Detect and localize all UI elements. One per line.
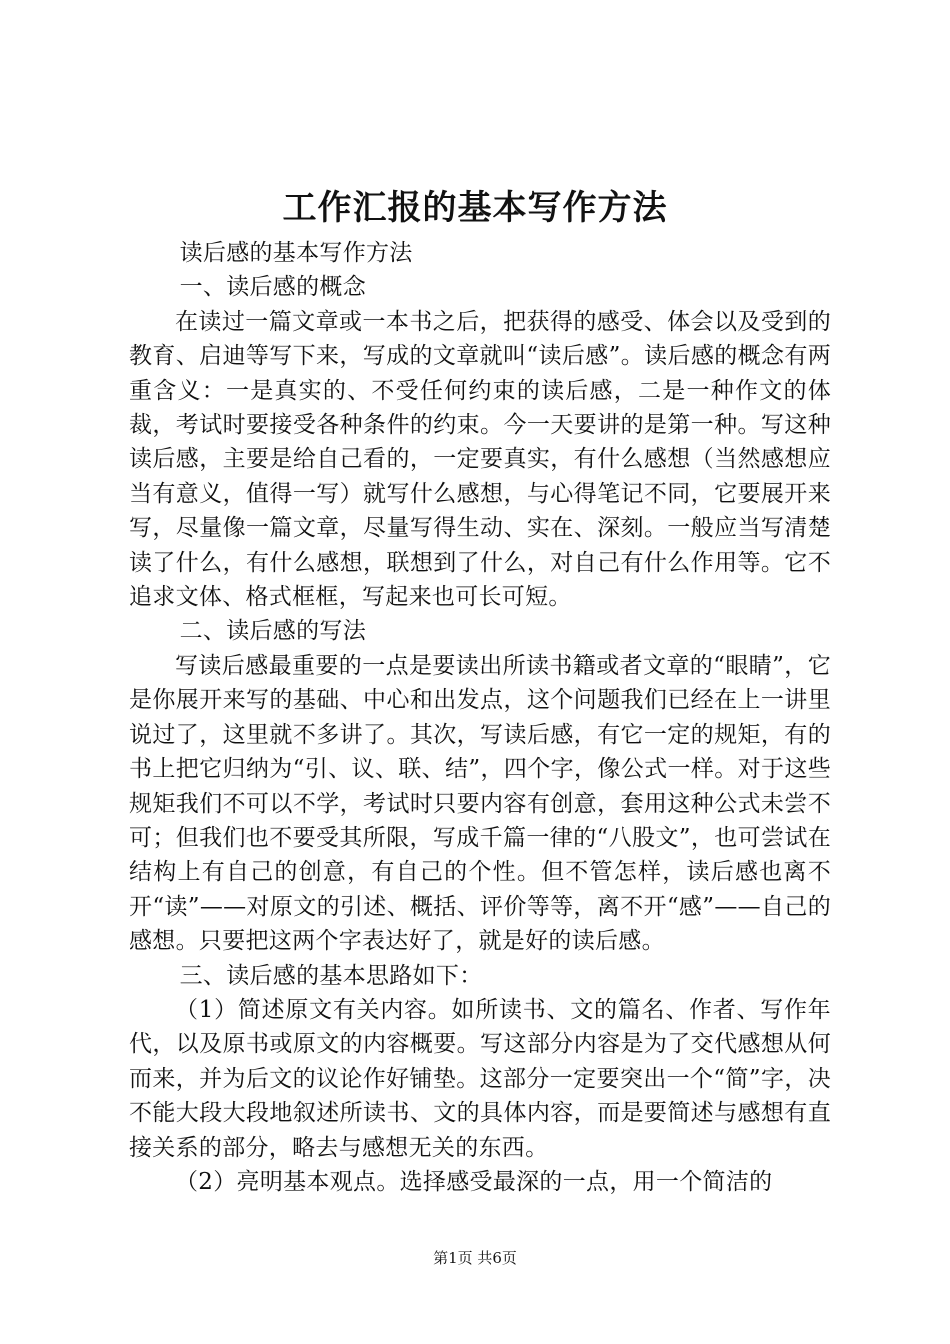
list-item-1: （1）简述原文有关内容。如所读书、文的篇名、作者、写作年代，以及原书或原文的内容概要。写这部分内容是为了交代感想从何而来，并为后文的议论作好铺垫。这部分一定要突出一个“简”字，决不能大段大段地叙述所读书、文的具体内容，而是要简述与感想有直接关系的部分，略去与感想无关的东西。 — [129, 996, 831, 1161]
section-heading-3: 三、读后感的基本思路如下： — [179, 962, 483, 989]
list-item-2: （2）亮明基本观点。选择感受最深的一点，用一个简洁的 — [175, 1168, 773, 1195]
page-number: 第1页 共6页 — [433, 1249, 517, 1267]
section-heading-2: 二、读后感的写法 — [179, 618, 366, 645]
paragraph-1: 在读过一篇文章或一本书之后，把获得的感受、体会以及受到的教育、启迪等写下来，写成的文章就叫“读后感”。读后感的概念有两重含义：一是真实的、不受任何约束的读后感，二是一种作文的体裁，考试时要接受各种条件的约束。今一天要讲的是第一种。写这种读后感，主要是给自己看的，一定要真实，有什么感想（当然感想应当有意义，值得一写）就写什么感想，与心得笔记不同，它要展开来写，尽量像一篇文章，尽量写得生动、实在、深刻。一般应当写清楚读了什么，有什么感想，联想到了什么，对自己有什么作用等。它不追求文体、格式框框，写起来也可长可短。 — [129, 308, 831, 611]
section-heading-1: 一、读后感的概念 — [179, 274, 366, 301]
document-title: 工作汇报的基本写作方法 — [282, 188, 668, 228]
subtitle: 读后感的基本写作方法 — [179, 240, 413, 266]
paragraph-2: 写读后感最重要的一点是要读出所读书籍或者文章的“眼睛”，它是你展开来写的基础、中心和出发点，这个问题我们已经在上一讲里说过了，这里就不多讲了。其次，写读后感，有它一定的规矩，有的书上把它归纳为“引、议、联、结”，四个字，像公式一样。对于这些规矩我们不可以不学，考试时只要内容有创意，套用这种公式未尝不可；但我们也不要受其所限，写成千篇一律的“八股文”，也可尝试在结构上有自己的创意，有自己的个性。但不管怎样，读后感也离不开“读”——对原文的引述、概括、评价等等，离不开“感”——自己的感想。只要把这两个字表达好了，就是好的读后感。 — [129, 652, 831, 955]
document-body — [129, 236, 831, 1199]
